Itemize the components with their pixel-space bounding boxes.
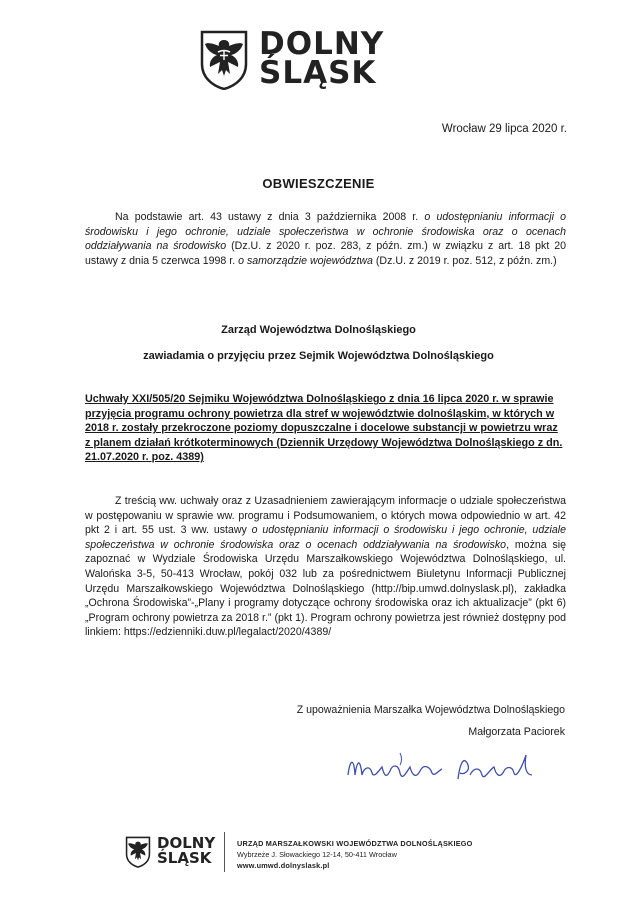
eagle-coat-of-arms-icon [199, 30, 249, 90]
notice-paragraph [85, 494, 566, 640]
footer-address: Wybrzeże J. Słowackiego 12-14, 50-411 Wrocław [237, 850, 397, 859]
signatory-name: Małgorzata Paciorek [468, 726, 565, 738]
header-logo [199, 26, 399, 92]
footer-divider [224, 832, 225, 872]
notice-text-1: Z treścią ww. uchwały oraz z Uzasadnieniem zawierającym informacje o udziale społeczeństwa w postępowaniu w sprawie ww. programu i Podsumowaniem, o których mowa odpowiednio w art. 42 pkt 2 i art. 55 ust. 3 ww. ustawy [85, 495, 566, 537]
legal-basis-act-title-2: o samorządzie województwa [238, 254, 373, 267]
document-title: OBWIESZCZENIE [262, 176, 375, 191]
legal-basis-paragraph [85, 210, 566, 268]
footer [0, 822, 637, 882]
header-brand-line1: DOLNY [259, 26, 385, 62]
legal-basis-text-2: (Dz.U. z 2020 r. poz. 283, z późn. zm.) w związku z art. 18 pkt 20 ustawy z dnia 5 czerwca 1998 r. [85, 240, 566, 267]
footer-office-name: URZĄD MARSZAŁKOWSKI WOJEWÓDZTWA DOLNOŚLĄSKIEGO [237, 839, 473, 848]
board-heading: Zarząd Województwa Dolnośląskiego [221, 324, 416, 336]
handwritten-signature [340, 745, 550, 793]
document-date: Wrocław 29 lipca 2020 r. [441, 123, 567, 135]
footer-brand-line2: ŚLĄSK [157, 849, 212, 867]
informs-heading: zawiadamia o przyjęciu przez Sejmik Województwa Dolnośląskiego [143, 350, 494, 362]
notice-act-title: o udostępnianiu informacji o środowisku i jego ochronie, udziale społeczeństwa w ochronie środowiska oraz o ocenach oddziaływania na środowisko [85, 524, 567, 551]
authorization-line: Z upoważnienia Marszałka Województwa Dolnośląskiego [296, 704, 565, 716]
footer-eagle-icon [125, 836, 151, 868]
header-brand-line2: ŚLĄSK [259, 55, 377, 91]
footer-brand-line1: DOLNY [157, 834, 216, 852]
legal-basis-act-title: o udostępnianiu informacji o środowisku i jego ochronie, udziale społeczeństwa w ochronie środowiska oraz o ocenach oddziaływania na środowisko [85, 211, 566, 253]
resolution-paragraph: Uchwały XXI/505/20 Sejmiku Województwa Dolnośląskiego z dnia 16 lipca 2020 r. w sprawie przyjęcia programu ochrony powietrza dla stref w województwie dolnośląskim, w których w 2018 r. zostały przekroczone poziomy dopuszczalne i docelowe substancji w powietrzu wraz z planem działań krótkoterminowych (Dziennik Urzędowy Województwa Dolnośląskiego z dn. 21.07.2020 r. poz. 4389) [85, 393, 563, 464]
notice-text-2: , można się zapoznać w Wydziale Środowiska Urzędu Marszałkowskiego Województwa Dolnośląskiego, ul. Walońska 3-5, 50-413 Wrocław, pokój 032 lub za pośrednictwem Biuletynu Informacji Publicznej Urzędu Marszałkowskiego Województwa Dolnośląskiego (http://bip.umwd.dolnyslask.pl), zakładka „Ochrona Środowiska”-„Plany i programy dotyczące ochrony środowiska oraz ich aktualizacje” (pkt 6) „Program ochrony powietrza za 2018 r.” (pkt 1). Program ochrony powietrza jest również dostępny pod linkiem: https://edzienniki.duw.pl/legalact/2020/4389/ [85, 538, 567, 639]
legal-basis-text-1: Na podstawie art. 43 ustawy z dnia 3 października 2008 r. [115, 211, 425, 223]
legal-basis-text-3: (Dz.U. z 2019 r. poz. 512, z późn. zm.) [372, 254, 557, 267]
footer-website: www.umwd.dolnyslask.pl [237, 861, 330, 870]
